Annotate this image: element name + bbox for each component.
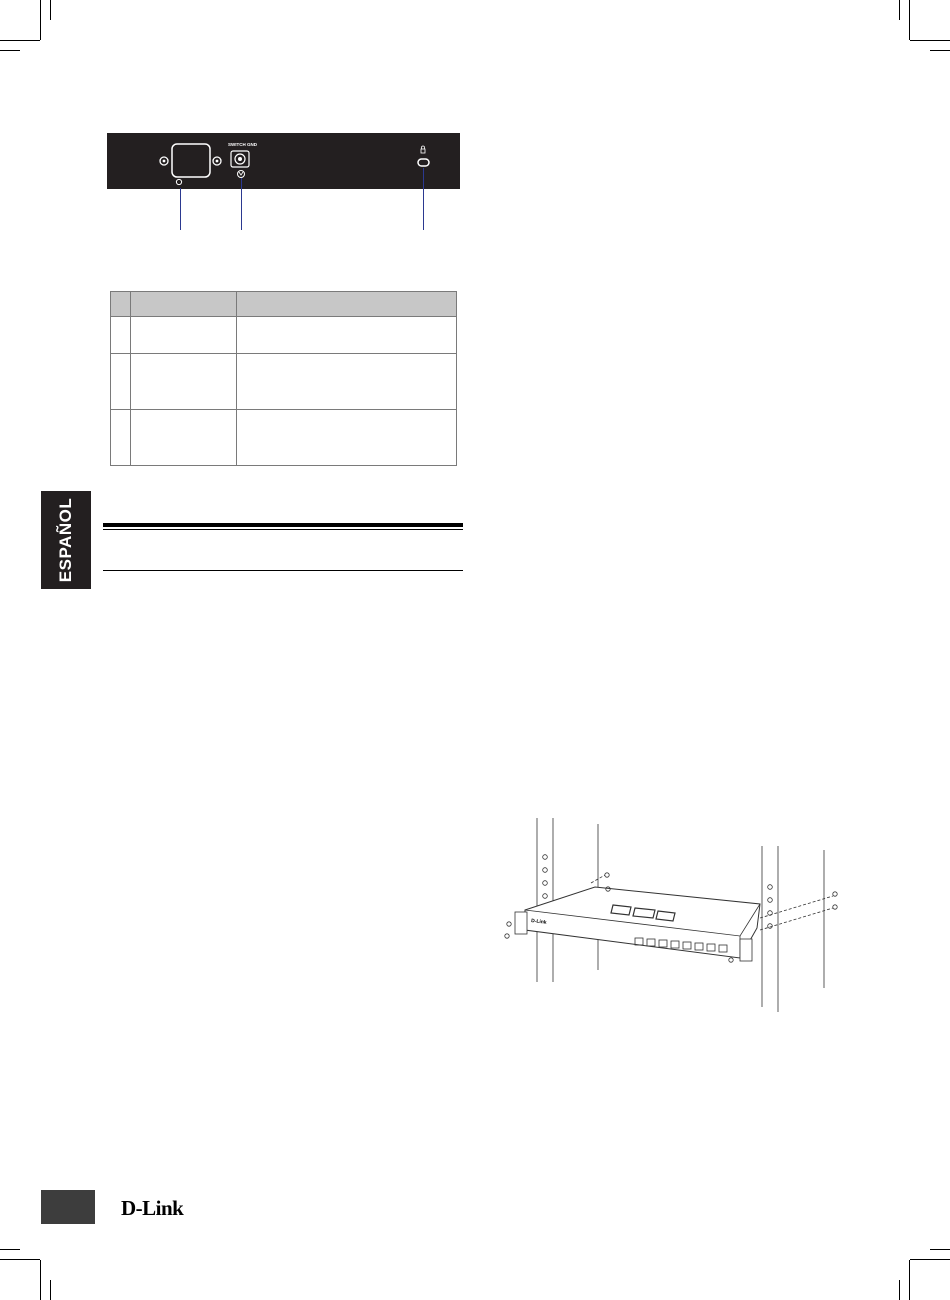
- footer-brand-logo: D-Link: [121, 1196, 184, 1220]
- header-cell: [131, 292, 237, 317]
- language-tab: [41, 491, 91, 589]
- rack-mount-illustration: [495, 812, 855, 1017]
- table-cell: [237, 410, 457, 466]
- table-cell: [131, 410, 237, 466]
- section-rule-thick: [103, 523, 463, 527]
- header-cell: [237, 292, 457, 317]
- callout-ground: [241, 178, 242, 230]
- table-row: [111, 410, 457, 466]
- table-cell: [111, 354, 131, 410]
- page-number-box: [41, 1190, 95, 1224]
- security-lock-icon: [418, 146, 429, 166]
- table-header: [111, 292, 457, 317]
- table-cell: [131, 354, 237, 410]
- section-rule-bottom: [103, 570, 463, 571]
- table-cell: [111, 317, 131, 354]
- table-row: [111, 317, 457, 354]
- language-tab-label: ESPAÑOL: [56, 497, 75, 583]
- header-cell: [111, 292, 131, 317]
- section-rule-thin: [103, 529, 463, 530]
- power-socket-icon: [160, 144, 221, 185]
- port-description-table: [110, 291, 457, 466]
- switch-gnd-label: SWITCH GND: [228, 142, 257, 147]
- table-cell: [111, 410, 131, 466]
- callout-power: [180, 188, 181, 230]
- rear-panel: [107, 133, 460, 189]
- table-row: [111, 354, 457, 410]
- table-cell: [237, 354, 457, 410]
- table-cell: [131, 317, 237, 354]
- table-cell: [237, 317, 457, 354]
- rack-switch-brand: D-Link: [530, 918, 547, 926]
- callout-lock: [423, 168, 424, 230]
- ground-screw-icon: [231, 151, 249, 178]
